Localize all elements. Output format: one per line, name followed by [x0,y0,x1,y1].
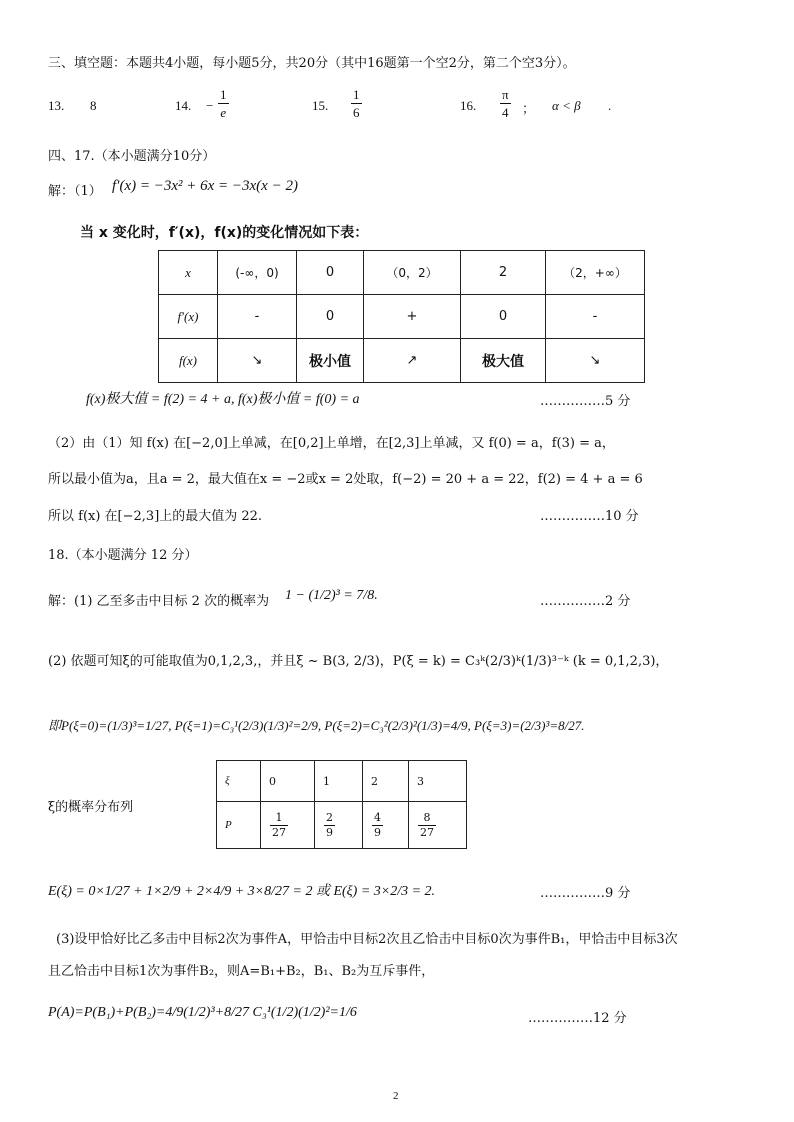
section4-heading: 四、17.（本小题满分10分） [48,149,216,164]
q13-number: 13. [48,98,65,113]
table-cell: - [218,295,297,339]
q15-fraction [351,86,362,121]
q17-variation-table [158,250,645,383]
table-cell: - [546,295,645,339]
q17-part2-line3: 所以 f(x) 在[−2,3]上的最大值为 22. [48,509,263,524]
q13-answer: 8 [90,98,97,113]
q18-score1: ……………2 分 [540,594,631,609]
table-cell: f(x) [159,339,218,383]
table-cell: 0 [297,295,364,339]
q18-part2-line: (2) 依题可知ξ的可能取值为0,1,2,3,，并且ξ ~ B(3, 2/3)，P(ξ = k) = C₃ᵏ(2/3)ᵏ(1/3)³⁻ᵏ (k = 0,1,2,3)， [48,654,669,669]
section3-heading: 三、填空题：本题共4小题，每小题5分，共20分（其中16题第一个空2分，第二个空3分）。 [48,56,576,71]
q17-score2: ……………10 分 [540,509,639,524]
table-cell: 0 [297,251,364,295]
table-cell: + [364,295,461,339]
q17-solution-label: 解：（1） [48,184,102,199]
fraction-denominator: 9 [374,825,381,839]
table-cell: ↘ [218,339,297,383]
q16-denominator: 4 [502,105,509,120]
q14-fraction [218,86,229,121]
q18-score3: ……………12 分 [528,1011,627,1026]
table-cell: (-∞，0) [218,251,297,295]
q18-distribution-table [216,760,467,849]
table-cell: 0 [461,295,546,339]
q18-final-math: P(A)=P(B₁)+P(B₂)=4/9(1/2)³+8/27 C₃¹(1/2)(1/2)²=1/6 [48,1005,357,1020]
q17-derivative: f′(x) = −3x² + 6x = −3x(x − 2) [112,178,298,194]
table-cell: ↘ [546,339,645,383]
fraction-numerator: 2 [326,810,333,824]
table-row [217,802,467,849]
q18-score2: ……………9 分 [540,886,631,901]
table-row [159,295,645,339]
q17-part2-line2: 所以最小值为a，且a = 2，最大值在x = −2或x = 2处取，f(−2) = 20 + a = 22，f(2) = 4 + a = 6 [48,472,643,487]
q17-part2-line1: （2）由（1）知 f(x) 在[−2,0]上单减，在[0,2]上单增，在[2,3]上单减，又 f(0) = a，f(3) = a， [48,436,615,451]
page-number: 2 [393,1090,399,1102]
q16-fraction [500,86,511,121]
table-cell [261,802,315,849]
q17-table-intro: 当 x 变化时，f′(x)，f(x)的变化情况如下表： [80,225,369,241]
q15-number: 15. [312,98,329,113]
table-row [217,761,467,802]
q17-extrema: f(x)极大值 = f(2) = 4 + a, f(x)极小值 = f(0) = a [86,392,360,407]
table-cell: x [159,251,218,295]
fraction-denominator: 9 [326,825,333,839]
table-cell: 极小值 [297,339,364,383]
q14-denominator: e [220,105,227,120]
q18-distribution-label: ξ的概率分布列 [48,800,134,815]
fraction-denominator: 27 [272,825,286,839]
q15-numerator: 1 [353,87,360,102]
q18-part1-math: 1 − (1/2)³ = 7/8. [285,588,378,603]
table-cell: （0，2） [364,251,461,295]
q16-numerator: π [502,87,509,102]
table-cell [409,802,467,849]
q18-probabilities: 即P(ξ=0)=(1/3)³=1/27, P(ξ=1)=C₃¹(2/3)(1/3)²=2/9, P(ξ=2)=C₃²(2/3)²(1/3)=4/9, P(ξ=3)=(2/3)³=8/27. [48,718,585,733]
table-row [159,251,645,295]
table-row [159,339,645,383]
table-cell: ↗ [364,339,461,383]
table-cell: ξ [217,761,261,802]
q14-numerator: 1 [220,87,227,102]
fraction-denominator: 27 [420,825,434,839]
table-cell: 1 [315,761,363,802]
q16-separator: ； [522,102,536,117]
q18-part3-line2: 且乙恰击中目标1次为事件B₂，则A=B₁+B₂，B₁、B₂为互斥事件， [48,964,435,979]
q17-score1: ……………5 分 [540,394,631,409]
q16-answer2: α < β [552,98,581,113]
fraction-numerator: 8 [418,811,436,826]
fraction-numerator: 4 [374,810,381,824]
q18-heading: 18.（本小题满分 12 分） [48,548,198,563]
q14-sign: − [206,98,214,113]
q18-part3-line1: (3)设甲恰好比乙多击中目标2次为事件A，甲恰击中目标2次且乙恰击中目标0次为事件B₁，甲恰击中目标3次 [56,932,678,947]
fraction-numerator: 1 [270,811,288,826]
q18-part1-text: 解：(1) 乙至多击中目标 2 次的概率为 [48,594,270,609]
table-cell: 0 [261,761,315,802]
table-cell: P [217,802,261,849]
q16-end: . [608,98,612,113]
q18-expectation: E(ξ) = 0×1/27 + 1×2/9 + 2×4/9 + 3×8/27 = 2 或 E(ξ) = 3×2/3 = 2. [48,884,436,899]
table-cell: 2 [461,251,546,295]
table-cell [363,802,409,849]
table-cell: 极大值 [461,339,546,383]
q14-number: 14. [175,98,192,113]
table-cell: 3 [409,761,467,802]
q16-number: 16. [460,98,477,113]
table-cell: f′(x) [159,295,218,339]
table-cell: 2 [363,761,409,802]
q15-denominator: 6 [353,105,360,120]
table-cell: （2，+∞） [546,251,645,295]
table-cell [315,802,363,849]
